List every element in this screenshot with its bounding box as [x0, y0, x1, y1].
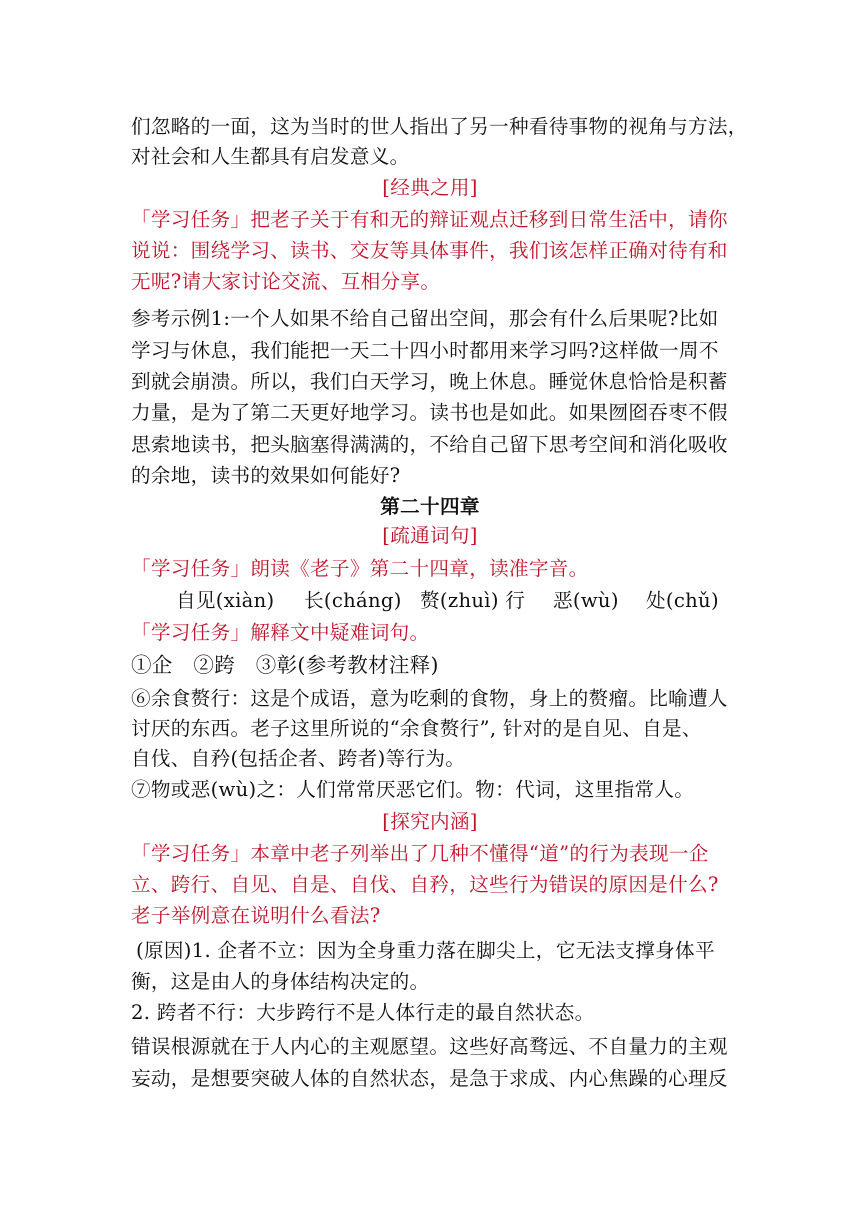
section-heading-explore: [探究内涵] — [382, 810, 478, 833]
pronunciation-item: 处(chǔ) — [646, 589, 719, 612]
example-line-6: 的余地，读书的效果如何能好? — [131, 464, 401, 487]
example-line-1: 参考示例1:一个人如果不给自己留出空间，那会有什么后果呢?比如 — [131, 307, 719, 330]
intro-line-2: 对社会和人生都具有启发意义。 — [131, 145, 410, 168]
example-line-3: 到就会崩溃。所以，我们白天学习，晚上休息。睡觉休息恰恰是积蓄 — [131, 370, 728, 393]
example-line-4: 力量，是为了第二天更好地学习。读书也是如此。如果囫囵吞枣不假 — [131, 401, 728, 424]
read-task-1: 「学习任务」朗读《老子》第二十四章，读准字音。 — [131, 557, 589, 580]
note-6-line-1: ⑥余食赘行：这是个成语，意为吃剩的食物，身上的赘瘤。比喻遭人 — [131, 687, 728, 710]
read-task-2: 「学习任务」解释文中疑难词句。 — [131, 621, 430, 644]
answer-line-1: (原因)1. 企者不立：因为全身重力落在脚尖上，它无法支撑身体平 — [136, 939, 715, 962]
note-6-line-3: 自伐、自矜(包括企者、跨者)等行为。 — [131, 747, 466, 770]
answer-line-2: 衡，这是由人的身体结构决定的。 — [131, 970, 430, 993]
intro-line-1: 们忽略的一面，这为当时的世人指出了另一种看待事物的视角与方法， — [131, 115, 748, 138]
example-line-2: 学习与休息，我们能把一天二十四小时都用来学习吗?这样做一周不 — [131, 339, 719, 362]
note-6-line-2: 讨厌的东西。老子这里所说的“余食赘行”, 针对的是自见、自是、 — [131, 717, 702, 740]
answer-line-5: 妄动，是想要突破人体的自然状态，是急于求成、内心焦躁的心理反 — [131, 1067, 728, 1090]
answer-line-3: 2. 跨者不行：大步跨行不是人体行走的最自然状态。 — [131, 1001, 595, 1024]
pronunciation-item: 长(cháng) — [304, 589, 402, 612]
classic-task-line-3: 无呢?请大家讨论交流、互相分享。 — [131, 270, 441, 293]
classic-task-line-1: 「学习任务」把老子关于有和无的辩证观点迁移到日常生活中，请你 — [131, 208, 728, 231]
section-heading-classic: [经典之用] — [382, 176, 478, 199]
terms-line: ①企 ②跨 ③彰(参考教材注释) — [131, 653, 439, 677]
pronunciation-item: 赘(zhuì) 行 — [420, 589, 526, 612]
classic-task-line-2: 说说：围绕学习、读书、交友等具体事件，我们该怎样正确对待有和 — [131, 239, 728, 262]
section-heading-read: [疏通词句] — [382, 524, 478, 547]
note-7: ⑦物或恶(wù)之：人们常常厌恶它们。物：代词，这里指常人。 — [131, 778, 695, 801]
pronunciation-item: 恶(wù) — [553, 589, 619, 612]
explore-task-line-2: 立、跨行、自见、自是、自伐、自矜，这些行为错误的原因是什么? — [131, 873, 719, 896]
chapter-title: 第二十四章 — [380, 495, 480, 518]
explore-task-line-3: 老子举例意在说明什么看法? — [131, 904, 381, 927]
answer-line-4: 错误根源就在于人内心的主观愿望。这些好高骛远、不自量力的主观 — [131, 1035, 728, 1058]
explore-task-line-1: 「学习任务」本章中老子列举出了几种不懂得“道”的行为表现一企 — [131, 842, 709, 865]
example-line-5: 思索地读书，把头脑塞得满满的，不给自己留下思考空间和消化吸收 — [131, 433, 728, 456]
pronunciation-item: 自见(xiàn) — [176, 589, 275, 612]
